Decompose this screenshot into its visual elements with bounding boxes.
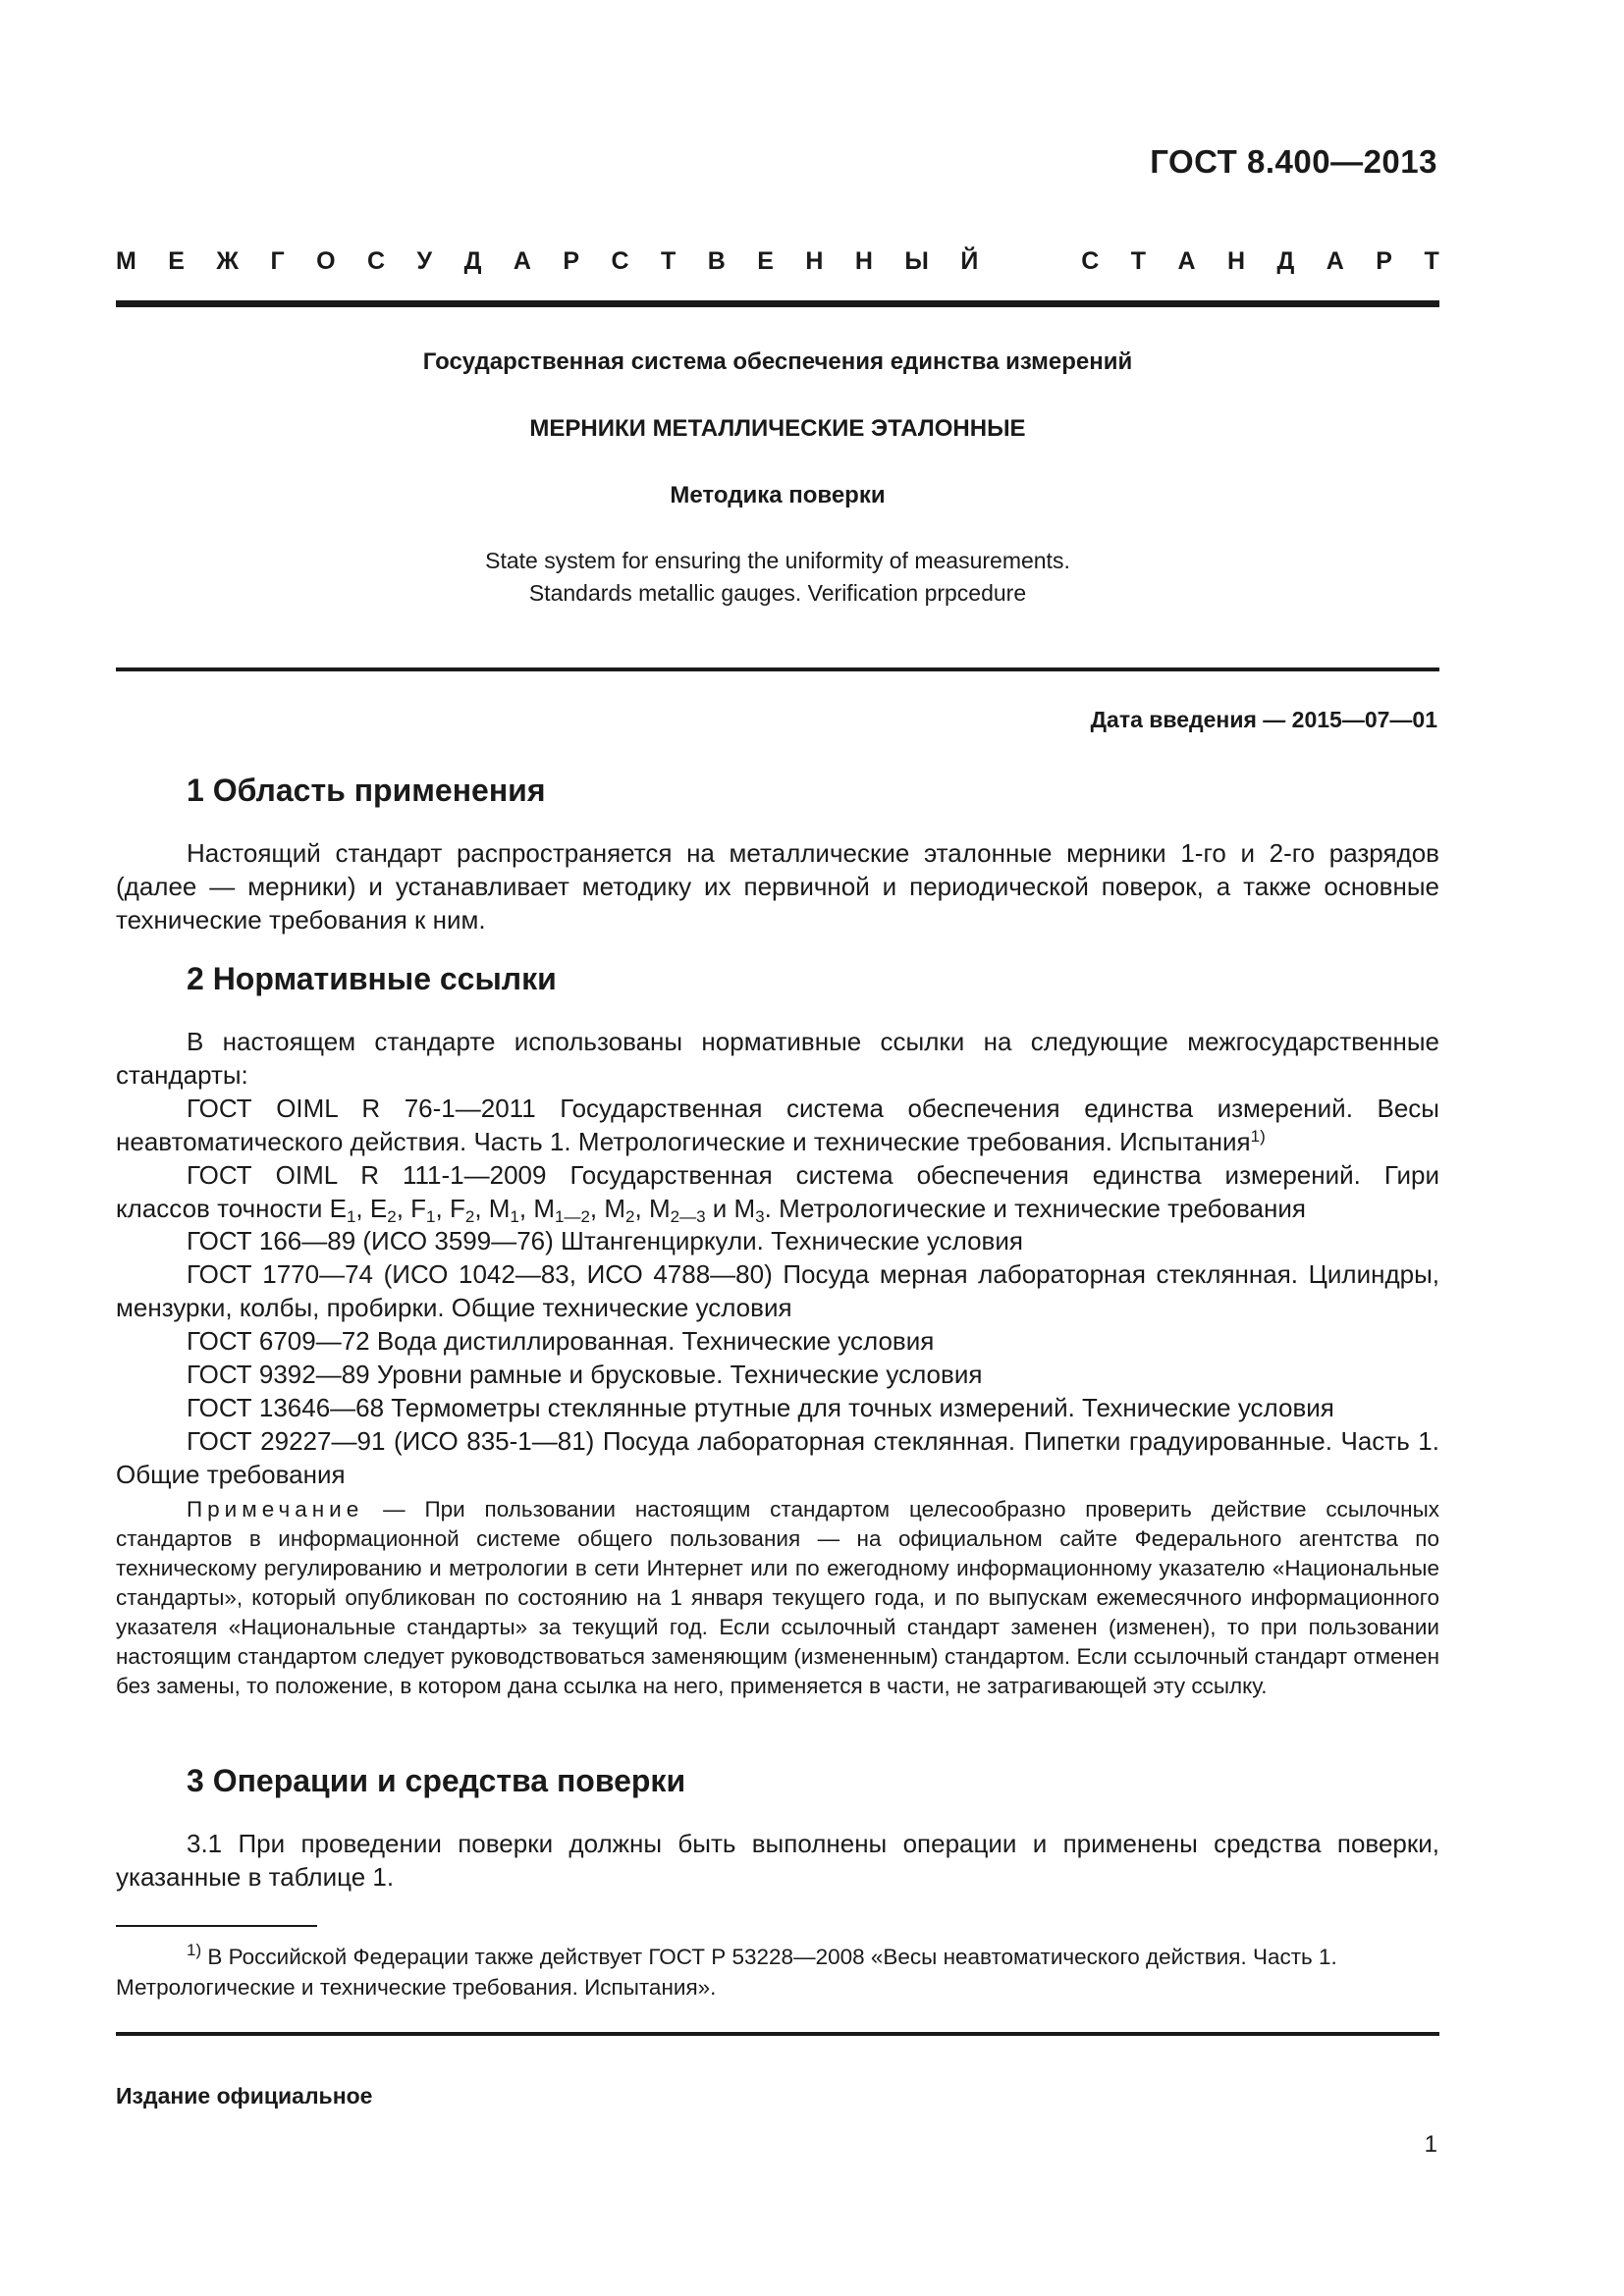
banner_word1-letter: В [707, 247, 726, 275]
footnote-separator [116, 1925, 317, 1927]
banner_word1-letter: Д [463, 247, 482, 275]
references-note: Примечание — При пользовании настоящим стандартом целесообразно проверить действие ссылочных стандартов в информационной системе общего пользования — на официальном сайте Федерального агентства по техническому регулированию и метрологии в сети Интернет или по ежегодному информационному указателю «Национальные стандарты», который опубликован по состоянию на 1 января текущего года, и по выпускам ежемесячного информационного указателя «Национальные стандарты» за текущий год. Если ссылочный стандарт заменен (изменен), то при пользовании настоящим стандартом следует руководствоваться заменяющим (измененным) стандартом. Если ссылочный стандарт отменен без замены, то положение, в котором дана ссылка на него, применяется в части, не затрагивающей эту ссылку. [116, 1497, 1439, 1698]
interstate-standard-banner [116, 247, 1439, 276]
banner_word2-letter: Р [1376, 247, 1392, 275]
banner_word1-letter: С [611, 247, 629, 275]
note-label: Примечание [187, 1497, 364, 1522]
banner_word1-letter: Е [757, 247, 774, 275]
banner_word1-letter: Ж [216, 247, 240, 275]
banner_word1-letter: Г [270, 247, 285, 275]
section-2-heading: 2 Нормативные ссылки [187, 961, 557, 996]
banner_word1-letter: У [416, 247, 433, 275]
document-title: МЕРНИКИ МЕТАЛЛИЧЕСКИЕ ЭТАЛОННЫЕ [529, 415, 1026, 442]
banner_word2-letter: Т [1130, 247, 1147, 275]
banner_word2-letter: Т [1424, 247, 1439, 275]
header-rule [116, 300, 1439, 307]
banner_word1-letter: Т [661, 247, 677, 275]
document-designation: ГОСТ 8.400—2013 [1150, 143, 1437, 180]
banner_word1-letter: Н [805, 247, 824, 275]
banner_word1-letter: Е [168, 247, 185, 275]
footnote: $^{1)}$ В Российской Федерации также действует ГОСТ Р 53228—2008 «Весы неавтоматического действия. Часть 1. Метрологические и технические требования. Испытания». [116, 1941, 1337, 2000]
banner_word1-letter: О [316, 247, 336, 275]
banner_word1-letter: Р [563, 247, 580, 275]
banner_word1-letter: Й [960, 247, 979, 275]
title-block-rule [116, 667, 1439, 671]
banner_word1-letter: А [513, 247, 531, 275]
banner-gap [1010, 247, 1050, 276]
date-of-introduction: Дата введения — 2015—07—01 [1090, 707, 1437, 732]
banner_word2-letter: А [1177, 247, 1196, 275]
banner_word2-letter: А [1326, 247, 1344, 275]
banner_word1-letter: Ы [904, 247, 929, 275]
reference-gost-13646: ГОСТ 13646—68 Термометры стеклянные ртутные для точных измерений. Технические условия [187, 1393, 1334, 1422]
reference-gost-oiml-r76: ГОСТ OIML R 76-1—2011 Государственная система обеспечения единства измерений. Весы неавтоматического действия. Часть 1. Метрологические и технические требования. Испытания$^{1)}$ [116, 1094, 1439, 1156]
section-3-heading: 3 Операции и средства поверки [187, 1763, 686, 1798]
document-subtitle: Методика поверки [670, 482, 886, 508]
banner_word1-letter: М [116, 247, 136, 275]
section-1-heading: 1 Область применения [187, 773, 546, 808]
reference-gost-1770: ГОСТ 1770—74 (ИСО 1042—83, ИСО 4788—80) Посуда мерная лабораторная стеклянная. Цилиндры, мензурки, колбы, пробирки. Общие технические условия [116, 1259, 1439, 1322]
section-3-text: 3.1 При проведении поверки должны быть выполнены операции и применены средства поверки, указанные в таблице 1. [116, 1829, 1439, 1892]
section-1-text: Настоящий стандарт распространяется на металлические эталонные мерники 1-го и 2-го разрядов (далее — мерники) и устанавливает методику их первичной и периодической поверок, а также основные технические требования к ним. [116, 838, 1439, 934]
footer-rule [116, 2032, 1439, 2036]
page-number: 1 [1424, 2131, 1437, 2158]
reference-gost-166: ГОСТ 166—89 (ИСО 3599—76) Штангенциркули. Технические условия [187, 1226, 1023, 1255]
reference-gost-6709: ГОСТ 6709—72 Вода дистиллированная. Технические условия [187, 1326, 935, 1356]
reference-gost-29227: ГОСТ 29227—91 (ИСО 835-1—81) Посуда лабораторная стеклянная. Пипетки градуированные. Часть 1. Общие требования [116, 1426, 1439, 1489]
banner_word2-letter: Н [1227, 247, 1246, 275]
banner_word2-letter: Д [1276, 247, 1295, 275]
reference-gost-oiml-r111-line2: классов точности $E_1$, $E_2$, $F_1$, $F_2$, $M_1$, $M_{1—2}$, $M_2$, $M_{2—3}$ и $M_3$. Метрологические и технические требования [116, 1194, 1306, 1226]
system-title: Государственная система обеспечения единства измерений [422, 348, 1133, 375]
banner_word1-letter: Н [854, 247, 873, 275]
english-title-line-2: Standards metallic gauges. Verification prpcedure [528, 580, 1027, 606]
english-title-line-1: State system for ensuring the uniformity of measurements. [485, 548, 1070, 573]
reference-gost-9392: ГОСТ 9392—89 Уровни рамные и брусковые. Технические условия [187, 1360, 983, 1389]
official-edition-label: Издание официальное [116, 2083, 373, 2109]
banner_word2-letter: С [1081, 247, 1100, 275]
section-2-intro: В настоящем стандарте использованы нормативные ссылки на следующие межгосударственные стандарты: [116, 1027, 1439, 1090]
english-title [116, 545, 1439, 610]
reference-gost-oiml-r111-line1: ГОСТ OIML R 111-1—2009 Государственная система обеспечения единства измерений. Гири [187, 1160, 1439, 1190]
banner_word1-letter: С [367, 247, 386, 275]
